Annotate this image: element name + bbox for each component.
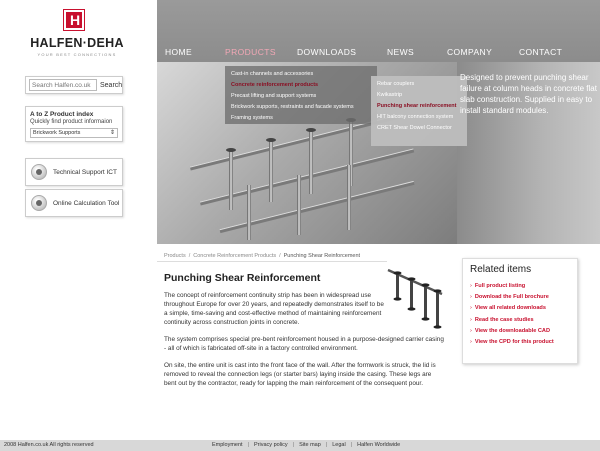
related-link-label: Full product listing: [474, 283, 526, 289]
footer-separator: |: [247, 442, 250, 448]
footer-separator: |: [350, 442, 353, 448]
search-box: [25, 76, 123, 94]
footer-separator: |: [325, 442, 328, 448]
related-link-cad[interactable]: [470, 326, 570, 337]
footer-link-worldwide[interactable]: Halfen Worldwide: [357, 442, 401, 448]
submenu-kwikastrip[interactable]: Kwikastrip: [377, 92, 403, 98]
footer: [0, 440, 600, 451]
calculation-tool-button[interactable]: [25, 189, 123, 217]
content-paragraph: The system comprises special pre-bent reinforcement housed in a purpose-designed carrier casing - all of which is fabricated off-site in a factory controlled environment.: [164, 336, 444, 352]
nav-downloads[interactable]: DOWNLOADS: [297, 47, 357, 57]
nav-home[interactable]: HOME: [165, 47, 193, 57]
search-input[interactable]: [29, 79, 97, 91]
products-submenu: [225, 66, 377, 124]
footer-link-sitemap[interactable]: Site map: [299, 442, 321, 448]
az-product-index: [25, 106, 123, 142]
nav-products[interactable]: PRODUCTS: [225, 47, 276, 57]
nav-contact[interactable]: CONTACT: [519, 47, 563, 57]
page-title: Punching Shear Reinforcement: [164, 272, 321, 284]
hero-banner: [157, 0, 600, 244]
related-link-brochure[interactable]: [470, 292, 570, 303]
arrow-right-icon: ›: [470, 294, 472, 301]
breadcrumb-current: Punching Shear Reinforcement: [283, 253, 361, 259]
footer-separator: |: [292, 442, 295, 448]
content-paragraph: The concept of reinforcement continuity strip has been in widespread use throughout Europe for over 20 years, and repeatedly demonstrates itself to be a simple, time-saving and cost-effective method of maintaining reinforcement continuity across construction joints in concrete.: [164, 292, 384, 326]
submenu-brickwork-supports[interactable]: Brickwork supports, restraints and facade systems: [231, 104, 354, 110]
related-link-label: Read the case studies: [474, 316, 534, 323]
submenu-concrete-reinforcement[interactable]: Concrete reinforcement products: [231, 82, 319, 88]
sidebar: [0, 0, 155, 440]
search-button[interactable]: Search: [100, 81, 123, 89]
az-index-title: A to Z Product index: [30, 111, 94, 118]
calculator-icon: [31, 195, 47, 211]
breadcrumb-products[interactable]: Products: [164, 253, 186, 259]
related-link-cpd[interactable]: [470, 337, 570, 348]
submenu-hit-balcony[interactable]: HIT balcony connection system: [377, 114, 454, 120]
footer-link-employment[interactable]: Employment: [212, 442, 243, 448]
support-icon: [31, 164, 47, 180]
product-image: [384, 262, 446, 332]
nav-news[interactable]: NEWS: [387, 47, 415, 57]
logo-letter: H: [69, 12, 81, 28]
footer-links: [212, 442, 400, 448]
breadcrumb-concrete-reinforcement[interactable]: Concrete Reinforcement Products: [193, 253, 277, 259]
arrow-right-icon: ›: [470, 327, 472, 334]
submenu-cast-in-channels[interactable]: Cast-in channels and accessories: [231, 71, 314, 77]
calculation-tool-label: Online Calculation Tool: [53, 199, 120, 207]
breadcrumb-separator: /: [188, 253, 191, 259]
reinforcement-submenu: [371, 76, 467, 146]
footer-link-privacy[interactable]: Privacy policy: [254, 442, 288, 448]
hero-text: Designed to prevent punching shear failure at column heads in concrete flat slab construction. Supplied in easy to install standard modules.: [460, 73, 597, 115]
submenu-rebar-couplers[interactable]: Rebar couplers: [377, 81, 415, 87]
submenu-precast-lifting[interactable]: Precast lifting and support systems: [231, 93, 317, 99]
related-link-label: View all related downloads: [474, 305, 546, 312]
content-paragraph: On site, the entire unit is cast into the front face of the wall. After the formwork is struck, the lid is removed to reveal the connection legs (or starter bars) laying inside the casing. These legs are bent out by the contractor, ready for lapping the main reinforcement of the consequent pour.: [164, 362, 436, 387]
related-link-label: Download the Full brochure: [474, 294, 549, 301]
nav-company[interactable]: COMPANY: [447, 47, 493, 57]
breadcrumb-divider: [157, 261, 387, 262]
product-index-selected: Brickwork Supports: [33, 130, 81, 136]
product-studs: [394, 271, 442, 328]
submenu-framing-systems[interactable]: Framing systems: [231, 115, 273, 121]
main-nav: [157, 0, 600, 62]
breadcrumb: [164, 253, 360, 259]
footer-link-legal[interactable]: Legal: [332, 442, 346, 448]
brand-name[interactable]: HALFEN·DEHA: [30, 36, 124, 50]
arrow-right-icon: ›: [470, 316, 472, 323]
related-link-label: View the CPD for this product: [474, 339, 554, 346]
select-arrows-icon: ⇕: [109, 130, 115, 136]
arrow-right-icon: ›: [470, 283, 472, 289]
copyright: 2008 Halfen.co.uk All rights reserved: [4, 442, 94, 448]
technical-support-button[interactable]: [25, 158, 123, 186]
technical-support-label: Technical Support ICT: [53, 168, 117, 176]
arrow-right-icon: ›: [470, 339, 472, 346]
submenu-punching-shear[interactable]: Punching shear reinforcement: [377, 103, 457, 109]
breadcrumb-separator: /: [279, 253, 281, 259]
related-link-case-studies[interactable]: [470, 315, 570, 326]
related-link-label: View the downloadable CAD: [474, 327, 550, 334]
arrow-right-icon: ›: [470, 305, 472, 312]
az-index-subtitle: Quickly find product informaion: [30, 119, 113, 125]
submenu-cret-dowel[interactable]: CRET Shear Dowel Connector: [377, 125, 452, 131]
brand-tagline: YOUR BEST CONNECTIONS: [37, 52, 117, 57]
related-items-panel: [462, 258, 578, 364]
related-link-product-listing[interactable]: [470, 281, 570, 292]
related-items-title: Related items: [470, 264, 532, 275]
product-index-select[interactable]: [30, 128, 118, 138]
halfen-logo-icon[interactable]: [64, 10, 84, 30]
related-link-downloads[interactable]: [470, 303, 570, 314]
